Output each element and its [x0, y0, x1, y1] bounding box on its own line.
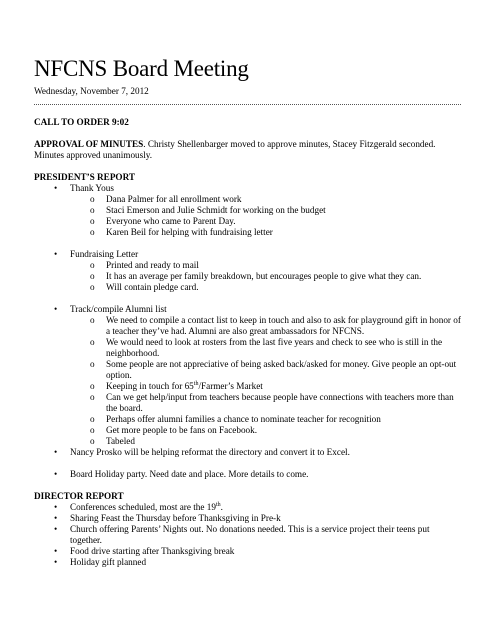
bullet-icon: •	[54, 183, 58, 193]
circle-bullet-icon: o	[90, 425, 95, 435]
list-item	[34, 304, 461, 447]
dotted-divider	[34, 104, 461, 105]
approval-text: . Christy Shellenbarger moved to approve minutes, Stacey Fitzgerald seconded. Minutes approved unanimously.	[34, 139, 436, 160]
circle-bullet-icon: o	[90, 315, 95, 325]
sub-list-item: o Can we get help/input from teachers because people have connections with teachers more than the board.	[90, 392, 454, 413]
sub-list-item: o Get more people to be fans on Facebook.	[90, 425, 258, 435]
sub-list-item: o We would need to look at rosters from the last five years and check to see who is still in the neighborhood.	[90, 337, 443, 358]
circle-bullet-icon: o	[90, 337, 95, 347]
list-item: • Holiday gift planned	[54, 557, 147, 567]
sub-list-item: o We need to compile a contact list to keep in touch and also to ask for playground gift in honor of a teacher they’ve had. Alumni are also great ambassadors for NFCNS.	[90, 315, 461, 336]
sub-list-item: o Dana Palmer for all enrollment work	[90, 194, 242, 204]
circle-bullet-icon: o	[90, 414, 95, 424]
alumni-sublist	[70, 315, 461, 447]
meeting-date: Wednesday, November 7, 2012	[34, 86, 149, 96]
bullet-icon: •	[54, 513, 58, 523]
list-item: • Food drive starting after Thanksgiving break	[54, 546, 235, 556]
circle-bullet-icon: o	[90, 436, 95, 446]
fundraising-label: Fundraising Letter	[70, 249, 139, 259]
bullet-icon: •	[54, 447, 58, 457]
fundraising-sublist	[70, 260, 461, 293]
approval-heading: APPROVAL OF MINUTES	[34, 139, 144, 149]
circle-bullet-icon: o	[90, 381, 95, 391]
thank-yous-sublist	[70, 194, 461, 238]
sub-list-item: o Some people are not appreciative of being asked back/asked for money. Give people an opt-out option.	[90, 359, 457, 380]
list-item	[34, 249, 461, 293]
list-item: • Conferences scheduled, most are the 19th.	[54, 502, 223, 512]
bullet-icon: •	[54, 249, 58, 259]
sub-list-item: o Everyone who came to Parent Day.	[90, 216, 236, 226]
bullet-icon: •	[54, 557, 58, 567]
list-item: • Church offering Parents’ Nights out. No donations needed. This is a service project their teens put together.	[54, 524, 430, 545]
thank-yous-label: Thank Yous	[70, 183, 114, 193]
bullet-icon: •	[54, 524, 58, 534]
list-item	[34, 447, 461, 458]
circle-bullet-icon: o	[90, 216, 95, 226]
list-item	[34, 469, 461, 480]
presidents-report-list	[34, 183, 461, 480]
directory-item: Nancy Prosko will be helping reformat the directory and convert it to Excel.	[70, 447, 350, 457]
circle-bullet-icon: o	[90, 271, 95, 281]
sub-list-item: o It has an average per family breakdown, but encourages people to give what they can.	[90, 271, 422, 281]
presidents-report-heading: PRESIDENT’S REPORT	[34, 172, 136, 182]
call-to-order: CALL TO ORDER 9:02	[34, 117, 129, 127]
director-report-heading: DIRECTOR REPORT	[34, 491, 124, 501]
bullet-icon: •	[54, 304, 58, 314]
circle-bullet-icon: o	[90, 359, 95, 369]
sub-list-item: o Printed and ready to mail	[90, 260, 199, 270]
director-report-list	[34, 502, 461, 568]
circle-bullet-icon: o	[90, 227, 95, 237]
circle-bullet-icon: o	[90, 260, 95, 270]
list-item	[34, 183, 461, 238]
circle-bullet-icon: o	[90, 205, 95, 215]
sub-list-item: o Perhaps offer alumni families a chance to nominate teacher for recognition	[90, 414, 381, 424]
circle-bullet-icon: o	[90, 194, 95, 204]
bullet-icon: •	[54, 469, 58, 479]
bullet-icon: •	[54, 546, 58, 556]
sub-list-item: o Will contain pledge card.	[90, 282, 199, 292]
sub-list-item: o Staci Emerson and Julie Schmidt for working on the budget	[90, 205, 326, 215]
sub-list-item: o Karen Beil for helping with fundraising letter	[90, 227, 273, 237]
page-title: NFCNS Board Meeting	[34, 56, 249, 81]
circle-bullet-icon: o	[90, 282, 95, 292]
holiday-party-item: Board Holiday party. Need date and place. More details to come.	[70, 469, 309, 479]
approval-of-minutes	[34, 139, 461, 161]
sub-list-item: o Keeping in touch for 65th/Farmer’s Market	[90, 381, 263, 391]
alumni-label: Track/compile Alumni list	[70, 304, 167, 314]
list-item: • Sharing Feast the Thursday before Thanksgiving in Pre-k	[54, 513, 281, 523]
bullet-icon: •	[54, 502, 58, 512]
circle-bullet-icon: o	[90, 392, 95, 402]
sub-list-item: o Tabeled	[90, 436, 135, 446]
